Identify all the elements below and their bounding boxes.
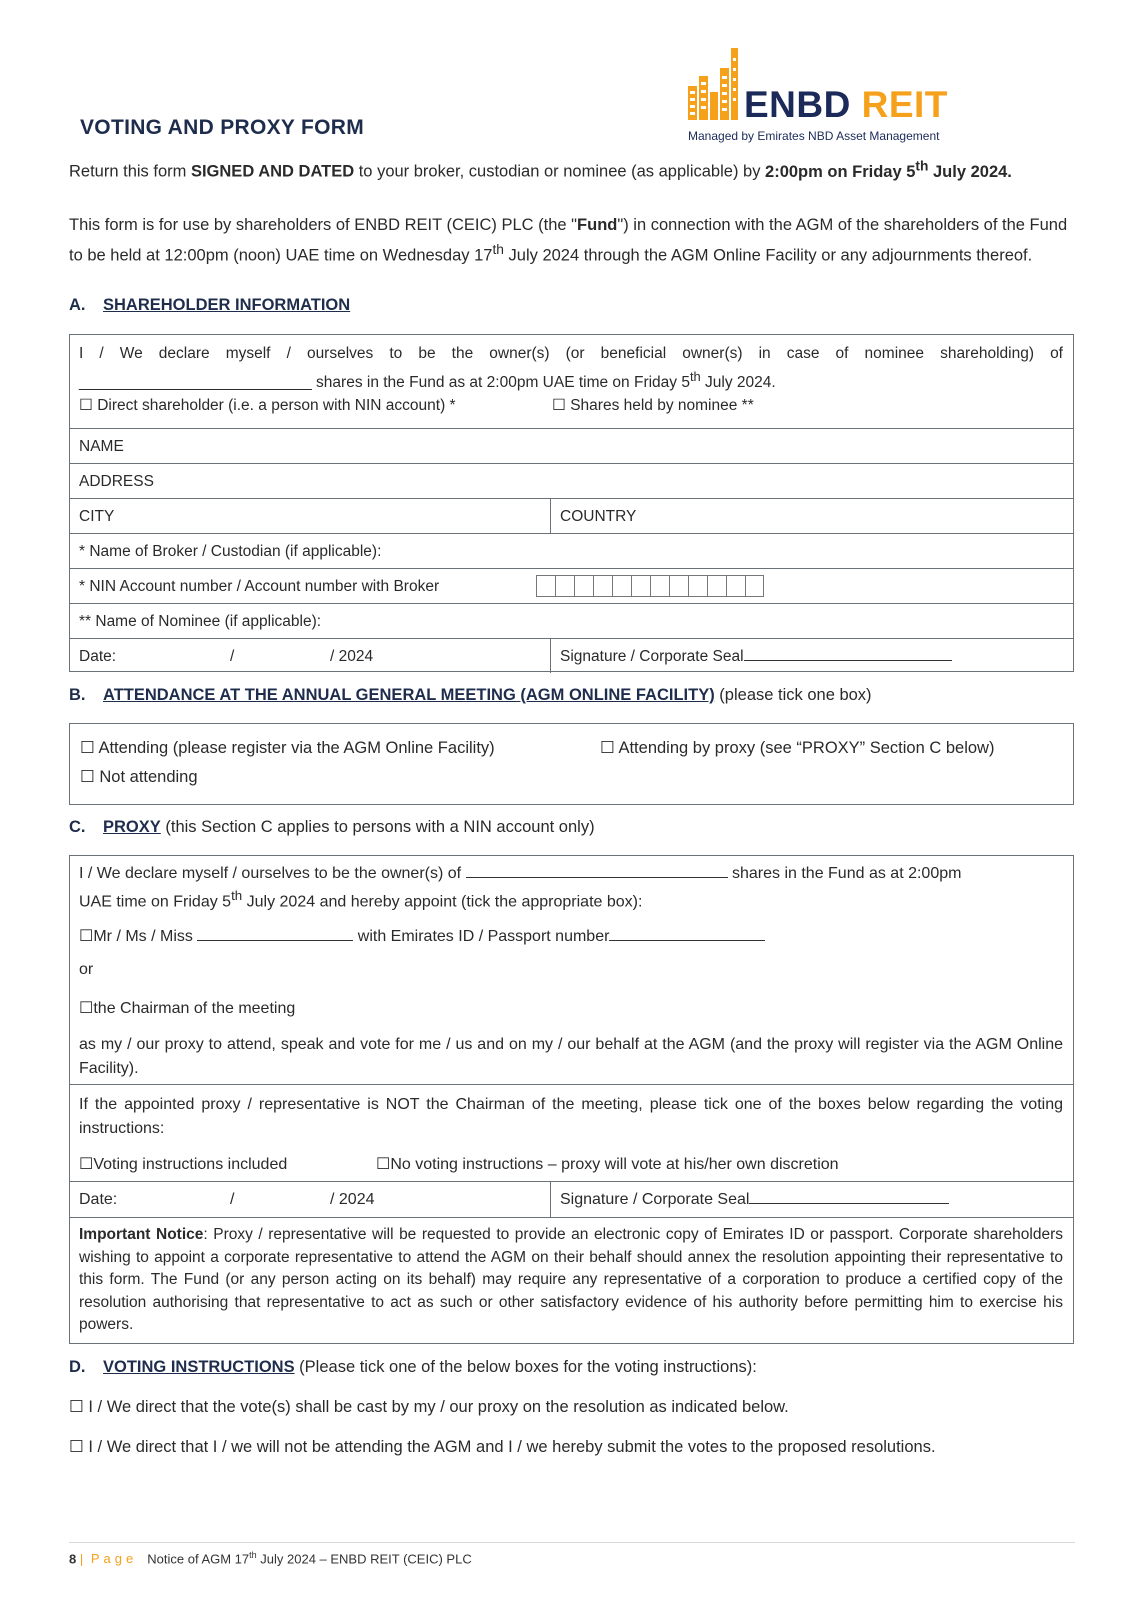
page-title: VOTING AND PROXY FORM	[80, 116, 364, 139]
declaration-line-2-end: July 2024.	[700, 374, 776, 392]
important-notice	[79, 1224, 1063, 1337]
country-label: COUNTRY	[560, 508, 637, 525]
no-voting-instructions-checkbox[interactable]: ☐No voting instructions – proxy will vote at his/her own discretion	[376, 1156, 839, 1173]
proxy-name-blank[interactable]	[197, 940, 353, 941]
proxy-date-label: Date:	[79, 1191, 118, 1208]
nin-digit-box[interactable]	[631, 575, 650, 597]
footer-notice-a: Notice of AGM 17	[147, 1551, 250, 1567]
proxy-date-signature-divider	[550, 1182, 551, 1218]
non-chairman-instructions: If the appointed proxy / representative is NOT the Chairman of the meeting, please tick one of the boxes below regarding the voting instructions:	[79, 1096, 1063, 1137]
building-logo-icon	[688, 46, 740, 120]
return-instructions	[69, 154, 1075, 184]
attending-by-proxy-checkbox[interactable]: ☐ Attending by proxy (see “PROXY” Section C below)	[600, 739, 995, 757]
broker-label: * Name of Broker / Custodian (if applicable):	[79, 543, 382, 560]
page-footer	[69, 1550, 472, 1566]
nominee-row[interactable]	[70, 603, 1073, 639]
declaration-sup: th	[689, 369, 701, 384]
return-text-bold-1: SIGNED AND DATED	[190, 162, 355, 181]
proxy-signature-field[interactable]	[560, 1191, 949, 1209]
nin-digit-box[interactable]	[707, 575, 726, 597]
proxy-shares-blank[interactable]	[466, 877, 728, 878]
nin-digit-box[interactable]	[612, 575, 631, 597]
proxy-signature-line[interactable]	[749, 1203, 949, 1204]
page-word: Page	[90, 1551, 138, 1567]
mr-ms-miss-checkbox[interactable]: ☐Mr / Ms / Miss	[79, 928, 198, 945]
proxy-declaration-line-1	[79, 865, 961, 883]
attending-checkbox[interactable]: ☐ Attending (please register via the AGM Online Facility)	[80, 739, 495, 757]
date-separator: /	[230, 648, 235, 665]
purpose-text-1: This form is for use by shareholders of ENBD REIT (CEIC) PLC (the "	[69, 216, 578, 234]
footer-notice-b: July 2024 – ENBD REIT (CEIC) PLC	[256, 1551, 472, 1567]
nin-digit-box[interactable]	[574, 575, 593, 597]
proxy-declare-text-2: shares in the Fund as at 2:00pm	[727, 865, 962, 882]
logo-main: ENBD	[744, 84, 851, 125]
signature-line[interactable]	[744, 660, 952, 661]
return-deadline-sup: th	[915, 158, 929, 173]
nin-digit-box[interactable]	[555, 575, 574, 597]
proxy-declaration-line-2	[79, 888, 642, 911]
chairman-checkbox[interactable]: ☐the Chairman of the meeting	[79, 1000, 296, 1017]
broker-row[interactable]	[70, 533, 1073, 569]
direct-shareholder-checkbox[interactable]: ☐ Direct shareholder (i.e. a person with NIN account) *	[79, 397, 456, 414]
city-country-divider	[550, 499, 551, 534]
nin-digit-box[interactable]	[669, 575, 688, 597]
signature-label: Signature / Corporate Seal	[560, 648, 744, 665]
section-d-title: VOTING INSTRUCTIONS	[103, 1358, 295, 1376]
section-d-heading	[69, 1358, 757, 1377]
purpose-fund: Fund	[577, 216, 618, 234]
return-text-2: to your broker, custodian or nominee (as applicable) by	[354, 162, 766, 181]
nin-digit-box[interactable]	[536, 575, 555, 597]
purpose-text-2: ") in connection with the AGM of the shareholders of the Fund to be held at 12:00pm (noon) UAE time on Wednesday 17	[69, 216, 1068, 264]
section-b-note: (please tick one box)	[714, 686, 872, 704]
footer-notice-sup: th	[249, 1550, 257, 1560]
proxy-person-option	[79, 926, 765, 946]
proxy-box	[69, 855, 1074, 1344]
important-notice-text: : Proxy / representative will be requested to provide an electronic copy of Emirates ID or passport. Corporate shareholders wishing to appoint a corporate representative to attend the AGM on their behalf should annex the resolution appointing their representative to this form. The Fund (or any person acting on its behalf) may require any representative of a corporation to produce a certified copy of the resolution authorising that representative to act as such or other satisfactory evidence of his authority before permitting him to exercise his powers.	[79, 1226, 1063, 1334]
city-country-row	[70, 498, 1073, 534]
shares-blank-field[interactable]: ___________________________	[79, 374, 312, 392]
declaration-line-1: I / We declare myself / ourselves to be the owner(s) (or beneficial owner(s) in case of nominee shareholding) of	[79, 345, 1063, 362]
date-signature-row	[70, 638, 1073, 673]
return-deadline-end: July 2024.	[928, 162, 1012, 181]
proxy-declare-sup: th	[231, 888, 243, 903]
proxy-date-signature-row	[70, 1181, 1073, 1218]
date-year: / 2024	[330, 648, 374, 665]
nin-label: * NIN Account number / Account number with Broker	[79, 578, 440, 595]
nin-digit-box[interactable]	[726, 575, 745, 597]
section-b-title: ATTENDANCE AT THE ANNUAL GENERAL MEETING (AGM ONLINE FACILITY)	[103, 686, 715, 704]
nin-digit-box[interactable]	[745, 575, 764, 597]
logo-wordmark	[744, 84, 948, 126]
date-signature-divider	[550, 639, 551, 673]
shareholder-information-box	[69, 334, 1074, 672]
vote-by-proxy-checkbox[interactable]: ☐ I / We direct that the vote(s) shall be cast by my / our proxy on the resolution as indicated below.	[69, 1398, 789, 1416]
voting-instructions-row	[70, 1084, 1073, 1182]
shareholder-declaration	[79, 342, 1063, 394]
purpose-text-3: July 2024 through the AGM Online Facility or any adjournments thereof.	[503, 246, 1033, 264]
footer-divider	[69, 1542, 1075, 1543]
nin-digit-boxes[interactable]	[536, 575, 764, 597]
address-row[interactable]	[70, 463, 1073, 499]
return-deadline: 2:00pm on Friday 5	[765, 162, 916, 181]
section-a-title: SHAREHOLDER INFORMATION	[103, 296, 351, 314]
signature-field[interactable]	[560, 648, 952, 666]
emirates-id-blank[interactable]	[609, 940, 765, 941]
purpose-sup: th	[492, 241, 504, 257]
important-notice-label: Important Notice	[79, 1226, 204, 1243]
city-label: CITY	[79, 508, 115, 525]
name-row[interactable]	[70, 428, 1073, 464]
important-notice-row	[70, 1217, 1073, 1345]
enbd-reit-logo	[688, 46, 978, 146]
date-label: Date:	[79, 648, 117, 665]
section-c-letter: C.	[69, 818, 86, 836]
submit-votes-directly-checkbox[interactable]: ☐ I / We direct that I / we will not be attending the AGM and I / we hereby submit the votes to the proposed resolutions.	[69, 1438, 936, 1456]
nin-digit-box[interactable]	[650, 575, 669, 597]
proxy-date-year: / 2024	[330, 1191, 375, 1208]
proxy-date-separator: /	[230, 1191, 235, 1208]
name-label: NAME	[79, 438, 124, 455]
proxy-signature-label: Signature / Corporate Seal	[560, 1191, 750, 1208]
address-label: ADDRESS	[79, 473, 154, 490]
nin-digit-box[interactable]	[688, 575, 707, 597]
not-attending-checkbox[interactable]: ☐ Not attending	[80, 768, 198, 786]
proxy-declare-line2-b: July 2024 and hereby appoint (tick the appropriate box):	[242, 893, 643, 911]
proxy-authority-text: as my / our proxy to attend, speak and vote for me / us and on my / our behalf at the AGM (and the proxy will register via the AGM Online Facility).	[79, 1036, 1063, 1077]
section-c-heading	[69, 818, 595, 837]
section-a-letter: A.	[69, 296, 86, 314]
declaration-line-2: shares in the Fund as at 2:00pm UAE time on Friday 5	[311, 374, 690, 392]
or-label: or	[79, 961, 94, 978]
section-b-heading	[69, 686, 872, 705]
section-b-letter: B.	[69, 686, 86, 704]
return-text-1: Return this form	[69, 162, 191, 181]
emirates-id-label: with Emirates ID / Passport number	[353, 928, 610, 945]
logo-accent: REIT	[861, 84, 948, 125]
section-c-title: PROXY	[103, 818, 161, 836]
footer-separator: |	[79, 1551, 84, 1567]
form-purpose	[69, 213, 1075, 268]
section-c-note: (this Section C applies to persons with a NIN account only)	[160, 818, 595, 836]
section-d-letter: D.	[69, 1358, 86, 1376]
logo-tagline: Managed by Emirates NBD Asset Management	[688, 129, 940, 143]
proxy-declare-line2-a: UAE time on Friday 5	[79, 893, 232, 911]
page-number: 8	[69, 1551, 77, 1567]
attendance-box	[69, 723, 1074, 805]
nin-digit-box[interactable]	[593, 575, 612, 597]
section-d-note: (Please tick one of the below boxes for the voting instructions):	[294, 1358, 757, 1376]
nominee-label: ** Name of Nominee (if applicable):	[79, 613, 322, 630]
proxy-declare-text: I / We declare myself / ourselves to be the owner(s) of	[79, 865, 466, 882]
voting-instructions-included-checkbox[interactable]: ☐Voting instructions included	[79, 1156, 288, 1173]
nominee-shares-checkbox[interactable]: ☐ Shares held by nominee **	[552, 397, 754, 414]
section-a-heading	[69, 296, 350, 315]
nin-row	[70, 568, 1073, 604]
